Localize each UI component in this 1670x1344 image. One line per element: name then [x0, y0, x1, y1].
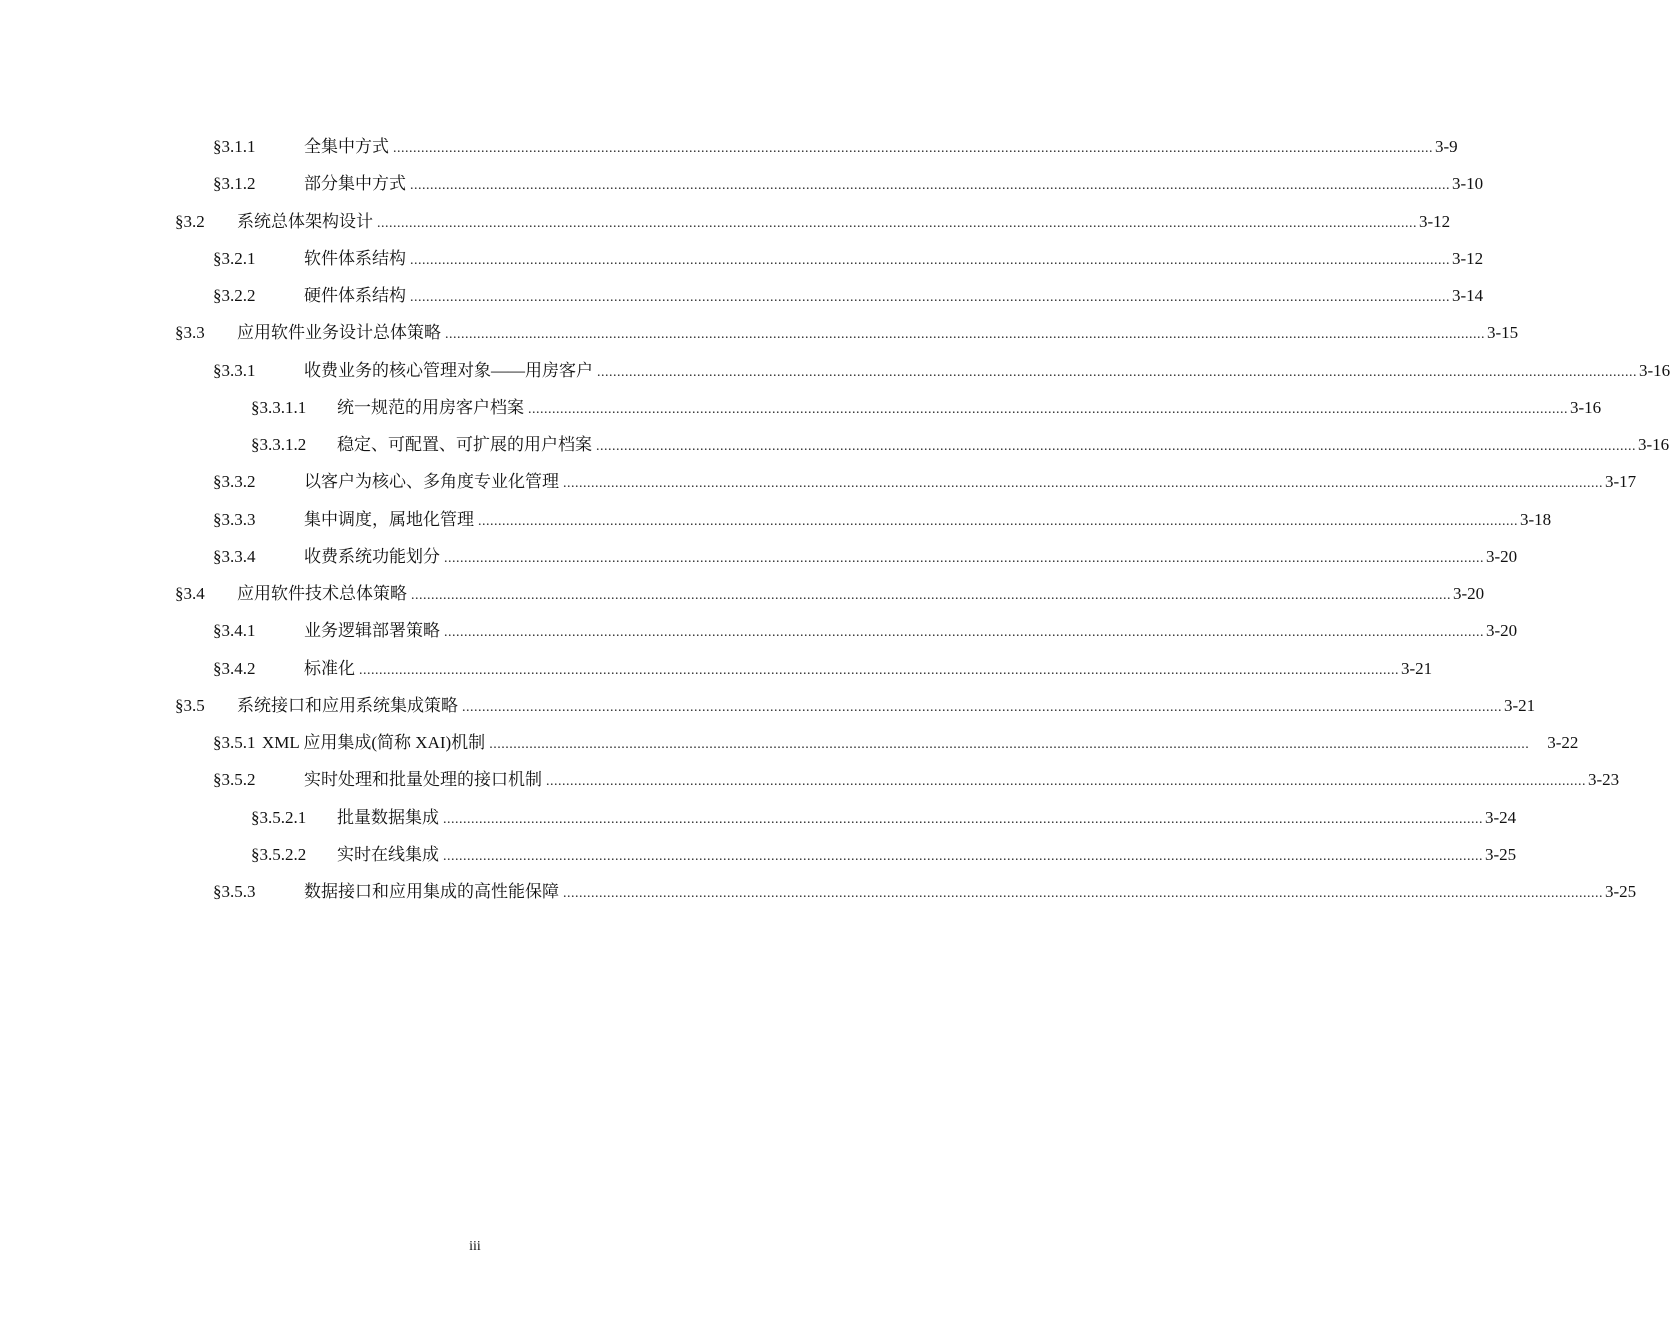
toc-entry-number: §3.2: [175, 211, 205, 231]
dot-leader: ....................................................................................................................................................................................................................................................................: [444, 625, 1484, 641]
toc-entry[interactable]: [0, 284, 1484, 308]
toc-entry[interactable]: [0, 210, 1451, 234]
toc-entry-page: 3-20: [1486, 621, 1518, 641]
toc-entry-number: §3.5.3: [213, 882, 256, 901]
dot-leader: ....................................................................................................................................................................................................................................................................: [411, 588, 1451, 603]
toc-entry-page: 3-24: [1485, 807, 1517, 827]
toc-entry[interactable]: [0, 135, 1458, 159]
toc-entry-page: 3-16: [1639, 360, 1670, 380]
toc-entry-page: 3-15: [1487, 323, 1519, 343]
toc-entry-page: 3-12: [1419, 211, 1451, 231]
toc-entry-title: 软件体系结构: [304, 248, 406, 268]
toc-entry-title: 收费业务的核心管理对象——用房客户: [304, 360, 593, 380]
toc-entry-number: §3.2.2: [213, 286, 256, 305]
dot-leader: ....................................................................................................................................................................................................................................................................: [443, 811, 1483, 827]
dot-leader: ....................................................................................................................................................................................................................................................................: [410, 178, 1450, 194]
dot-leader: ....................................................................................................................................................................................................................................................................: [393, 141, 1433, 156]
toc-entry-page: 3-9: [1435, 137, 1458, 156]
toc-entry[interactable]: [0, 396, 1602, 420]
dot-leader: ....................................................................................................................................................................................................................................................................: [443, 848, 1483, 864]
toc-entry[interactable]: [0, 321, 1519, 345]
toc-entry[interactable]: [0, 433, 1670, 457]
toc-entry-number: §3.3: [175, 323, 205, 343]
toc-entry-page: 3-18: [1520, 509, 1552, 529]
toc-entry-page: 3-22: [1547, 733, 1579, 752]
toc-entry-title: 应用软件技术总体策略: [237, 584, 407, 603]
toc-entry[interactable]: [0, 247, 1484, 271]
toc-entry-title: 部分集中方式: [304, 174, 406, 194]
toc-entry[interactable]: [0, 172, 1484, 196]
toc-entry[interactable]: [0, 731, 1579, 755]
toc-entry-number: §3.3.2: [213, 472, 256, 492]
toc-entry-page: 3-16: [1570, 397, 1602, 417]
dot-leader: ....................................................................................................................................................................................................................................................................: [444, 550, 1484, 566]
toc-entry[interactable]: [0, 619, 1518, 643]
toc-entry-number: §3.5.2.1: [251, 807, 307, 827]
toc-entry-page: 3-21: [1401, 658, 1433, 678]
page-number: iii: [469, 1239, 481, 1254]
toc-entry-page: 3-21: [1504, 695, 1536, 715]
toc-entry[interactable]: [0, 694, 1536, 718]
toc-entry[interactable]: [0, 768, 1620, 792]
toc-entry-number: §3.3.3: [213, 509, 256, 529]
toc-entry-page: 3-12: [1452, 248, 1484, 268]
dot-leader: ....................................................................................................................................................................................................................................................................: [563, 476, 1603, 492]
toc-entry-page: 3-25: [1605, 882, 1637, 901]
toc-entry[interactable]: [0, 657, 1433, 681]
toc-entry-page: 3-25: [1485, 844, 1517, 864]
dot-leader: ....................................................................................................................................................................................................................................................................: [546, 774, 1586, 790]
toc-entry[interactable]: [0, 508, 1552, 532]
toc-entry-number: §3.3.1.1: [251, 397, 307, 417]
toc-entry-title: 稳定、可配置、可扩展的用户档案: [337, 435, 592, 454]
dot-leader: ....................................................................................................................................................................................................................................................................: [596, 439, 1636, 454]
toc-entry-number: §3.4.2: [213, 658, 256, 678]
toc-entry[interactable]: [0, 582, 1485, 606]
toc-entry-title: XML 应用集成(简称 XAI)机制: [262, 733, 486, 752]
toc-entry-number: §3.3.1: [213, 360, 256, 380]
dot-leader: ....................................................................................................................................................................................................................................................................: [563, 886, 1603, 901]
toc-entry-title: 标准化: [304, 658, 355, 678]
toc-entry[interactable]: [0, 806, 1517, 830]
toc-entry-title: 统一规范的用房客户档案: [337, 397, 524, 417]
toc-entry-number: §3.4: [175, 584, 205, 603]
toc-entry-title: 全集中方式: [304, 137, 389, 156]
dot-leader: ....................................................................................................................................................................................................................................................................: [377, 215, 1417, 231]
toc-entry-number: §3.2.1: [213, 248, 256, 268]
toc-entry-title: 集中调度，属地化管理: [304, 509, 474, 529]
toc-entry-page: 3-16: [1638, 435, 1670, 454]
dot-leader: ....................................................................................................................................................................................................................................................................: [410, 290, 1450, 305]
dot-leader: ....................................................................................................................................................................................................................................................................: [445, 327, 1485, 343]
toc-entry-number: §3.4.1: [213, 621, 256, 641]
toc-entry-number: §3.1.1: [213, 137, 256, 156]
toc-entry-title: 批量数据集成: [337, 807, 439, 827]
toc-entry-number: §3.5.2.2: [251, 844, 307, 864]
toc-entry-title: 数据接口和应用集成的高性能保障: [304, 882, 559, 901]
dot-leader: ....................................................................................................................................................................................................................................................................: [462, 699, 1502, 715]
toc-entry-page: 3-20: [1486, 546, 1518, 566]
toc-entry-title: 硬件体系结构: [304, 286, 406, 305]
dot-leader: ....................................................................................................................................................................................................................................................................: [478, 513, 1518, 529]
toc-entry-title: 以客户为核心、多角度专业化管理: [304, 472, 559, 492]
toc-entry[interactable]: [0, 470, 1637, 494]
toc-entry-title: 收费系统功能划分: [304, 546, 440, 566]
dot-leader: ....................................................................................................................................................................................................................................................................: [597, 364, 1637, 380]
toc-entry[interactable]: [0, 545, 1518, 569]
toc-entry-title: 实时处理和批量处理的接口机制: [304, 770, 542, 790]
toc-entry-number: §3.5.1: [213, 733, 256, 752]
toc-entry-page: 3-23: [1588, 770, 1620, 790]
dot-leader: ....................................................................................................................................................................................................................................................................: [528, 401, 1568, 417]
toc-entry-title: 应用软件业务设计总体策略: [237, 323, 441, 343]
toc-entry-page: 3-17: [1605, 472, 1637, 492]
toc-entry-title: 实时在线集成: [337, 844, 439, 864]
toc-entry-title: 业务逻辑部署策略: [304, 621, 440, 641]
toc-entry-number: §3.5.2: [213, 770, 256, 790]
toc-entry-title: 系统接口和应用系统集成策略: [237, 695, 458, 715]
toc-entry-page: 3-10: [1452, 174, 1484, 194]
toc-entry-page: 3-20: [1453, 584, 1485, 603]
toc-entry[interactable]: [0, 880, 1637, 904]
dot-leader: ....................................................................................................................................................................................................................................................................: [359, 662, 1399, 678]
toc-entry-number: §3.5: [175, 695, 205, 715]
toc-entry-number: §3.3.4: [213, 546, 256, 566]
toc-entry-number: §3.1.2: [213, 174, 256, 194]
toc-entry-page: 3-14: [1452, 286, 1484, 305]
toc-entry-title: 系统总体架构设计: [237, 211, 373, 231]
dot-leader: ....................................................................................................................................................................................................................................................................: [489, 737, 1530, 752]
toc-entry[interactable]: [0, 359, 1670, 383]
toc-entry[interactable]: [0, 843, 1517, 867]
toc-entry-number: §3.3.1.2: [251, 435, 307, 454]
dot-leader: ....................................................................................................................................................................................................................................................................: [410, 252, 1450, 268]
